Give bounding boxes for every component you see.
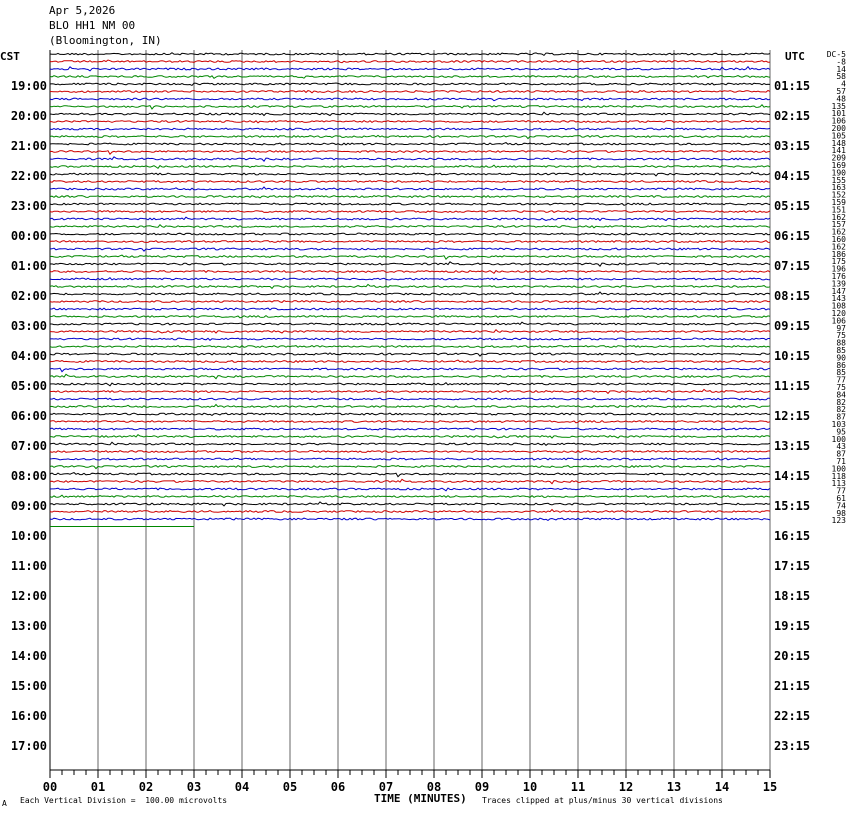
left-hour-label: 01:00: [10, 259, 47, 273]
seismic-trace: [50, 360, 770, 362]
x-tick-label: 08: [426, 780, 442, 794]
trace-offset-label: 155: [831, 175, 846, 185]
x-tick-label: 13: [666, 780, 682, 794]
trace-offset-label: 162: [831, 212, 846, 222]
trace-offset-label: 43: [836, 442, 846, 452]
seismic-trace: [50, 53, 770, 56]
trace-offset-label: 82: [836, 397, 846, 407]
x-tick-label: 05: [282, 780, 298, 794]
trace-offset-label: 106: [831, 316, 846, 326]
trace-offset-label: 147: [831, 286, 846, 296]
seismic-trace: [50, 479, 770, 483]
trace-offset-label: DC-5: [826, 50, 846, 59]
left-hour-label: 17:00: [10, 739, 47, 753]
seismic-trace: [50, 91, 770, 93]
seismic-trace: [50, 316, 770, 318]
trace-offset-label: 88: [836, 338, 846, 348]
seismic-trace: [50, 346, 770, 348]
right-hour-label: 18:15: [774, 589, 811, 603]
right-hour-label: 14:15: [774, 469, 811, 483]
trace-offset-label: 118: [831, 471, 846, 481]
x-tick-label: 12: [618, 780, 634, 794]
trace-offset-label: 141: [831, 146, 846, 156]
trace-offset-label: 139: [831, 279, 846, 289]
seismic-trace: [50, 458, 770, 460]
trace-offset-label: 97: [836, 323, 846, 333]
seismic-trace: [50, 466, 770, 469]
seismic-trace: [50, 473, 770, 477]
right-hour-label: 12:15: [774, 409, 811, 423]
trace-offset-label: 77: [836, 375, 846, 385]
seismic-trace: [50, 76, 770, 79]
trace-offset-label: 157: [831, 220, 846, 230]
seismic-trace: [50, 262, 770, 266]
trace-offset-label: 75: [836, 383, 846, 392]
left-hour-label: 20:00: [10, 109, 47, 123]
x-tick-label: 11: [570, 780, 586, 794]
trace-offset-label: 77: [836, 486, 846, 496]
trace-offset-label: 163: [831, 183, 846, 193]
seismic-trace: [50, 368, 770, 372]
seismic-trace: [50, 435, 770, 438]
seismic-trace: [50, 60, 770, 63]
trace-offset-label: 162: [831, 227, 846, 237]
trace-offset-label: 106: [831, 116, 846, 126]
seismic-trace: [50, 389, 770, 393]
trace-offset-label: 123: [831, 516, 846, 526]
trace-offset-label: 105: [831, 131, 846, 141]
seismic-trace: [50, 196, 770, 198]
trace-offset-label: 186: [831, 249, 846, 259]
seismic-trace: [50, 353, 770, 356]
seismic-trace: [50, 301, 770, 303]
seismic-trace: [50, 502, 770, 506]
trace-offset-label: -8: [836, 57, 846, 67]
trace-offset-label: 95: [836, 427, 846, 437]
trace-offset-label: 175: [831, 257, 846, 267]
seismic-trace: [50, 105, 770, 109]
trace-offset-label: 160: [831, 235, 846, 244]
seismic-trace: [50, 67, 770, 71]
left-hour-label: 03:00: [10, 319, 47, 333]
trace-offset-label: 90: [836, 353, 846, 363]
trace-offset-label: 209: [831, 153, 846, 163]
left-hour-label: 00:00: [10, 229, 47, 243]
right-timezone-label: UTC: [785, 50, 805, 63]
seismic-trace: [50, 413, 770, 415]
trace-offset-label: 135: [831, 101, 846, 111]
trace-offset-label: 100: [831, 434, 846, 444]
seismic-trace: [50, 112, 770, 115]
seismic-trace: [50, 203, 770, 205]
left-hour-label: 15:00: [10, 679, 47, 693]
x-tick-label: 04: [234, 780, 250, 794]
trace-offset-label: 151: [831, 205, 846, 215]
seismic-trace: [50, 98, 770, 101]
trace-offset-label: 71: [836, 457, 846, 466]
trace-offset-label: 143: [831, 294, 846, 304]
trace-offset-label: 169: [831, 161, 846, 170]
seismic-trace: [50, 83, 770, 85]
seismic-trace: [50, 271, 770, 274]
seismic-trace: [50, 405, 770, 408]
trace-offset-label: 4: [841, 79, 846, 89]
x-tick-label: 07: [378, 780, 394, 794]
x-tick-label: 09: [474, 780, 490, 794]
left-hour-label: 08:00: [10, 469, 47, 483]
seismic-trace: [50, 338, 770, 340]
seismic-trace: [50, 442, 770, 445]
right-hour-label: 20:15: [774, 649, 811, 663]
left-hour-label: 13:00: [10, 619, 47, 633]
trace-offset-label: 84: [836, 390, 846, 400]
right-hour-label: 05:15: [774, 199, 811, 213]
right-hour-label: 01:15: [774, 79, 811, 93]
seismic-trace: [50, 383, 770, 386]
trace-offset-label: 120: [831, 309, 846, 318]
seismic-trace: [50, 157, 770, 161]
seismic-trace: [50, 248, 770, 251]
right-hour-label: 04:15: [774, 169, 811, 183]
trace-offset-label: 87: [836, 449, 846, 459]
right-hour-label: 10:15: [774, 349, 811, 363]
x-tick-label: 03: [186, 780, 202, 794]
seismic-trace: [50, 240, 770, 242]
right-hour-label: 11:15: [774, 379, 811, 393]
right-hour-label: 09:15: [774, 319, 811, 333]
right-hour-label: 15:15: [774, 499, 811, 513]
right-hour-label: 13:15: [774, 439, 811, 453]
x-tick-label: 02: [138, 780, 154, 794]
seismic-trace: [50, 292, 770, 295]
right-hour-label: 19:15: [774, 619, 811, 633]
seismic-trace: [50, 518, 770, 520]
left-hour-label: 14:00: [10, 649, 47, 663]
x-tick-label: 10: [522, 780, 538, 794]
trace-offset-label: 98: [836, 508, 846, 518]
seismic-trace: [50, 143, 770, 145]
trace-offset-label: 196: [831, 264, 846, 274]
seismic-trace: [50, 451, 770, 453]
trace-offset-label: 108: [831, 301, 846, 311]
seismic-trace: [50, 128, 770, 130]
trace-offset-label: 100: [831, 464, 846, 474]
left-hour-label: 06:00: [10, 409, 47, 423]
x-tick-label: 14: [714, 780, 730, 794]
x-tick-label: 00: [42, 780, 58, 794]
trace-offset-label: 87: [836, 412, 846, 422]
left-timezone-label: CST: [0, 50, 20, 63]
right-hour-label: 02:15: [774, 109, 811, 123]
trace-offset-label: 152: [831, 190, 846, 200]
trace-offset-label: 113: [831, 479, 846, 489]
seismic-trace: [50, 172, 770, 176]
trace-offset-label: 162: [831, 242, 846, 252]
trace-offset-label: 75: [836, 331, 846, 341]
left-hour-label: 21:00: [10, 139, 47, 153]
trace-offset-label: 14: [836, 64, 846, 74]
seismic-trace: [50, 211, 770, 213]
seismic-trace: [50, 135, 770, 138]
left-hour-label: 23:00: [10, 199, 47, 213]
trace-offset-label: 48: [836, 94, 846, 104]
x-tick-label: 06: [330, 780, 346, 794]
left-hour-label: 22:00: [10, 169, 47, 183]
trace-offset-label: 103: [831, 420, 846, 429]
trace-offset-label: 176: [831, 272, 846, 281]
seismic-trace: [50, 278, 770, 280]
right-hour-label: 07:15: [774, 259, 811, 273]
seismic-trace: [50, 330, 770, 333]
seismic-trace: [50, 495, 770, 497]
footer-mark: A: [2, 799, 7, 808]
trace-offset-label: 85: [836, 346, 846, 355]
right-hour-label: 17:15: [774, 559, 811, 573]
left-hour-label: 09:00: [10, 499, 47, 513]
seismic-trace: [50, 428, 770, 430]
right-hour-label: 08:15: [774, 289, 811, 303]
right-hour-label: 03:15: [774, 139, 811, 153]
trace-offset-label: 57: [836, 87, 846, 96]
right-hour-label: 23:15: [774, 739, 811, 753]
trace-offset-label: 86: [836, 360, 846, 370]
footer-clip-note: Traces clipped at plus/minus 30 vertical divisions: [482, 796, 723, 805]
seismic-trace: [50, 121, 770, 123]
seismic-trace: [50, 284, 770, 288]
x-axis-title: TIME (MINUTES): [374, 792, 467, 805]
seismic-trace: [50, 510, 770, 513]
right-hour-label: 06:15: [774, 229, 811, 243]
left-hour-label: 07:00: [10, 439, 47, 453]
left-hour-label: 05:00: [10, 379, 47, 393]
header-station: BLO HH1 NM 00: [49, 19, 136, 32]
seismic-trace: [50, 151, 770, 155]
seismic-trace: [50, 322, 770, 325]
x-tick-label: 15: [762, 780, 778, 794]
trace-offset-label: 101: [831, 109, 846, 119]
trace-offset-label: 74: [836, 501, 846, 511]
trace-offset-label: 159: [831, 198, 846, 207]
trace-offset-label: 61: [836, 494, 846, 503]
left-hour-label: 02:00: [10, 289, 47, 303]
seismic-trace: [50, 187, 770, 190]
right-hour-label: 16:15: [774, 529, 811, 543]
left-hour-label: 19:00: [10, 79, 47, 93]
seismic-trace: [50, 421, 770, 423]
left-hour-label: 12:00: [10, 589, 47, 603]
trace-offset-label: 85: [836, 368, 846, 378]
seismic-trace: [50, 225, 770, 228]
left-hour-label: 16:00: [10, 709, 47, 723]
seismic-trace: [50, 488, 770, 491]
footer-scale: Each Vertical Division = 100.00 microvolts: [20, 796, 228, 805]
seismic-trace: [50, 181, 770, 183]
trace-offset-label: 148: [831, 138, 846, 148]
left-hour-label: 04:00: [10, 349, 47, 363]
trace-offset-label: 190: [831, 168, 846, 178]
right-hour-label: 21:15: [774, 679, 811, 693]
x-tick-label: 01: [90, 780, 106, 794]
seismic-trace: [50, 217, 770, 220]
trace-offset-label: 58: [836, 72, 846, 82]
trace-offset-label: 82: [836, 405, 846, 415]
seismic-trace: [50, 398, 770, 400]
right-hour-label: 22:15: [774, 709, 811, 723]
header-date: Apr 5,2026: [49, 4, 116, 17]
header-location: (Bloomington, IN): [49, 34, 162, 47]
seismic-trace: [50, 374, 770, 378]
trace-offset-label: 200: [831, 124, 846, 133]
seismic-trace: [50, 233, 770, 235]
left-hour-label: 11:00: [10, 559, 47, 573]
seismic-trace: [50, 165, 770, 168]
seismic-trace: [50, 308, 770, 310]
seismic-trace: [50, 255, 770, 259]
left-hour-label: 10:00: [10, 529, 47, 543]
